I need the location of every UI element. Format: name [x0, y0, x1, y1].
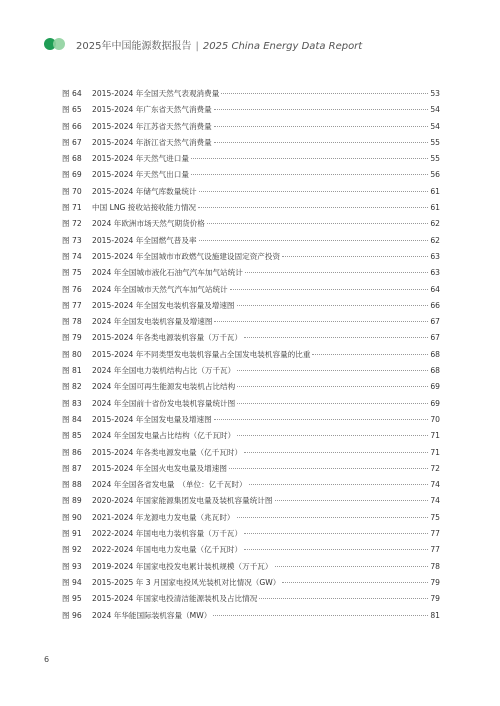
toc-entry[interactable]: [62, 282, 440, 298]
dot-leader: [214, 126, 429, 127]
figure-title: 2015-2024 年江苏省天然气消费量: [92, 121, 212, 131]
toc-entry[interactable]: [62, 233, 440, 249]
page-ref: 68: [430, 349, 440, 359]
dot-leader: [191, 158, 428, 159]
toc-entry[interactable]: [62, 445, 440, 461]
dot-leader: [230, 289, 429, 290]
toc-entry[interactable]: [62, 330, 440, 346]
figure-title: 2015-2024 年广东省天然气消费量: [92, 105, 212, 115]
toc-entry[interactable]: [62, 216, 440, 232]
figure-number: 图 75: [62, 268, 82, 278]
figure-number: 图 82: [62, 382, 82, 392]
figure-title: 2015-2024 年全国发电量及增速图: [92, 414, 212, 424]
figure-title: 2015-2025 年 3 月国家电投风光装机对比情况（GW）: [92, 577, 281, 587]
figure-number: 图 79: [62, 333, 82, 343]
toc-entry[interactable]: [62, 428, 440, 444]
figure-number: 图 76: [62, 284, 82, 294]
toc-entry[interactable]: [62, 591, 440, 607]
figure-number: 图 78: [62, 317, 82, 327]
page-ref: 55: [430, 137, 440, 147]
figure-number: 图 94: [62, 577, 82, 587]
figure-number: 图 67: [62, 137, 82, 147]
dot-leader: [282, 256, 428, 257]
toc-entry[interactable]: [62, 526, 440, 542]
dot-leader: [214, 109, 429, 110]
figure-title: 2015-2024 年全国城市市政燃气设施建设固定资产投资: [92, 251, 281, 261]
page-number: 6: [44, 655, 50, 664]
page-ref: 72: [430, 463, 440, 473]
page-ref: 78: [430, 561, 440, 571]
dot-leader: [229, 468, 428, 469]
figure-title: 中国 LNG 接收站接收能力情况: [92, 203, 197, 213]
figure-title: 2024 年全国城市液化石油气汽车加气站统计: [92, 268, 243, 278]
page-header: [0, 0, 500, 60]
toc-entry[interactable]: [62, 249, 440, 265]
figure-number: 图 95: [62, 594, 82, 604]
page-ref: 79: [430, 594, 440, 604]
toc-entry[interactable]: [62, 559, 440, 575]
dot-leader: [213, 615, 428, 616]
page-ref: 62: [430, 235, 440, 245]
figure-title: 2015-2024 年天然气进口量: [92, 154, 189, 164]
toc-entry[interactable]: [62, 510, 440, 526]
dot-leader: [237, 517, 429, 518]
toc-entry[interactable]: [62, 135, 440, 151]
page-ref: 61: [430, 186, 440, 196]
figure-number: 图 96: [62, 610, 82, 620]
figure-title: 2015-2024 年各类电源发电量（亿千瓦时）: [92, 447, 243, 457]
page-ref: 81: [430, 610, 440, 620]
page-ref: 67: [430, 317, 440, 327]
page-ref: 53: [430, 89, 440, 98]
dot-leader: [199, 191, 429, 192]
toc-entry[interactable]: [62, 314, 440, 330]
page-ref: 77: [430, 545, 440, 555]
dot-leader: [191, 174, 428, 175]
page-ref: 77: [430, 529, 440, 539]
figure-title: 2019-2024 年国家电投发电累计装机规模（万千瓦）: [92, 561, 273, 571]
figure-number: 图 70: [62, 186, 82, 196]
figure-title: 2024 年全国可再生能源发电装机占比结构: [92, 382, 236, 392]
figure-number: 图 85: [62, 431, 82, 441]
dot-leader: [237, 370, 428, 371]
toc-entry[interactable]: [62, 86, 440, 102]
page-ref: 55: [430, 154, 440, 164]
logo-dot-light: [53, 38, 65, 50]
dot-leader: [244, 533, 428, 534]
figure-number: 图 91: [62, 529, 82, 539]
dot-leader: [207, 223, 428, 224]
toc-entry[interactable]: [62, 477, 440, 493]
toc-entry[interactable]: [62, 379, 440, 395]
figure-title: 2022-2024 年国电电力装机容量（万千瓦）: [92, 529, 243, 539]
figure-number: 图 74: [62, 251, 82, 261]
dot-leader: [275, 500, 429, 501]
toc-entry[interactable]: [62, 396, 440, 412]
dot-leader: [282, 582, 428, 583]
figure-number: 图 65: [62, 105, 82, 115]
figure-number: 图 66: [62, 121, 82, 131]
figure-title: 2015-2024 年全国火电发电量及增速图: [92, 463, 227, 473]
figure-title: 2015-2024 年浙江省天然气消费量: [92, 137, 212, 147]
figure-number: 图 86: [62, 447, 82, 457]
dot-leader: [259, 598, 428, 599]
toc-entry[interactable]: [62, 575, 440, 591]
figure-title: 2015-2024 年天然气出口量: [92, 170, 189, 180]
report-title: [76, 37, 362, 52]
dot-leader: [244, 452, 428, 453]
page-ref: 71: [430, 431, 440, 441]
toc-entry[interactable]: [62, 363, 440, 379]
title-separator: |: [195, 41, 199, 52]
dot-leader: [245, 272, 428, 273]
figure-number: 图 92: [62, 545, 82, 555]
dot-leader: [198, 207, 428, 208]
page-ref: 75: [430, 512, 440, 522]
page-ref: 56: [430, 170, 440, 180]
dot-leader: [221, 93, 428, 94]
figure-title: 2015-2024 年全国发电装机容量及增速图: [92, 300, 235, 310]
dot-leader: [214, 321, 428, 322]
page-ref: 54: [430, 105, 440, 115]
toc-entry[interactable]: [62, 493, 440, 509]
figure-title: 2024 年全国前十省份发电装机容量统计图: [92, 398, 236, 408]
figure-number: 图 93: [62, 561, 82, 571]
page-ref: 79: [430, 577, 440, 587]
figure-number: 图 88: [62, 480, 82, 490]
toc-entry[interactable]: [62, 298, 440, 314]
page-ref: 54: [430, 121, 440, 131]
toc-entry[interactable]: [62, 461, 440, 477]
figure-title: 2020-2024 年国家能源集团发电量及装机容量统计图: [92, 496, 273, 506]
toc-entry[interactable]: [62, 102, 440, 118]
figure-number: 图 83: [62, 398, 82, 408]
figure-list: [62, 86, 440, 624]
figure-title: 2015-2024 年各类电源装机容量（万千瓦）: [92, 333, 243, 343]
page-ref: 70: [430, 414, 440, 424]
page-ref: 74: [430, 496, 440, 506]
figure-number: 图 73: [62, 235, 82, 245]
figure-number: 图 71: [62, 203, 82, 213]
dot-leader: [214, 142, 429, 143]
toc-entry[interactable]: [62, 347, 440, 363]
dot-leader: [214, 419, 429, 420]
figure-title: 2024 年全国电力装机结构占比（万千瓦）: [92, 366, 236, 376]
figure-title: 2015-2024 年储气库数量统计: [92, 186, 197, 196]
dot-leader: [237, 386, 428, 387]
toc-entry[interactable]: [62, 167, 440, 183]
figure-number: 图 81: [62, 366, 82, 376]
dot-leader: [237, 403, 428, 404]
figure-title: 2015-2024 年全国燃气普及率: [92, 235, 197, 245]
figure-title: 2024 年全国城市天然气汽车加气站统计: [92, 284, 228, 294]
figure-number: 图 90: [62, 512, 82, 522]
figure-title: 2015-2024 年不同类型发电装机容量占全国发电装机容量的比重: [92, 349, 311, 359]
dot-leader: [237, 305, 429, 306]
page-ref: 74: [430, 480, 440, 490]
figure-title: 2024 年华能国际装机容量（MW）: [92, 610, 212, 620]
page-ref: 64: [430, 284, 440, 294]
figure-number: 图 84: [62, 414, 82, 424]
figure-number: 图 77: [62, 300, 82, 310]
dot-leader: [244, 337, 428, 338]
page-ref: 69: [430, 382, 440, 392]
figure-title: 2022-2024 年国电电力发电量（亿千瓦时）: [92, 545, 243, 555]
dot-leader: [275, 566, 429, 567]
figure-title: 2024 年全国各省发电量 （单位：亿千瓦时）: [92, 480, 247, 490]
report-logo-icon: [44, 38, 72, 50]
dot-leader: [312, 354, 428, 355]
figure-number: 图 80: [62, 349, 82, 359]
page-ref: 63: [430, 268, 440, 278]
figure-title: 2021-2024 年龙源电力发电量（兆瓦时）: [92, 512, 235, 522]
figure-number: 图 89: [62, 496, 82, 506]
figure-number: 图 69: [62, 170, 82, 180]
toc-entry[interactable]: [62, 119, 440, 135]
page-ref: 62: [430, 219, 440, 229]
toc-entry[interactable]: [62, 542, 440, 558]
page-ref: 63: [430, 251, 440, 261]
figure-number: 图 68: [62, 154, 82, 164]
toc-entry[interactable]: [62, 200, 440, 216]
dot-leader: [244, 549, 428, 550]
figure-title: 2015-2024 年全国天然气表观消费量: [92, 89, 220, 98]
dot-leader: [249, 484, 429, 485]
page-ref: 66: [430, 300, 440, 310]
toc-entry[interactable]: [62, 608, 440, 624]
dot-leader: [199, 240, 429, 241]
figure-title: 2015-2024 年国家电投清洁能源装机及占比情况: [92, 594, 258, 604]
page-ref: 71: [430, 447, 440, 457]
figure-number: 图 72: [62, 219, 82, 229]
page-ref: 68: [430, 366, 440, 376]
toc-entry[interactable]: [62, 184, 440, 200]
figure-title: 2024 年欧洲市场天然气期货价格: [92, 219, 205, 229]
toc-entry[interactable]: [62, 265, 440, 281]
figure-title: 2024 年全国发电装机容量及增速图: [92, 317, 213, 327]
report-title-cn: 2025年中国能源数据报告: [76, 41, 192, 52]
toc-entry[interactable]: [62, 412, 440, 428]
toc-entry[interactable]: [62, 151, 440, 167]
dot-leader: [237, 435, 428, 436]
page-ref: 69: [430, 398, 440, 408]
page-ref: 61: [430, 203, 440, 213]
report-title-en: 2025 China Energy Data Report: [202, 41, 363, 52]
figure-title: 2024 年全国发电量占比结构（亿千瓦时）: [92, 431, 236, 441]
page-ref: 67: [430, 333, 440, 343]
figure-number: 图 64: [62, 89, 82, 98]
figure-number: 图 87: [62, 463, 82, 473]
